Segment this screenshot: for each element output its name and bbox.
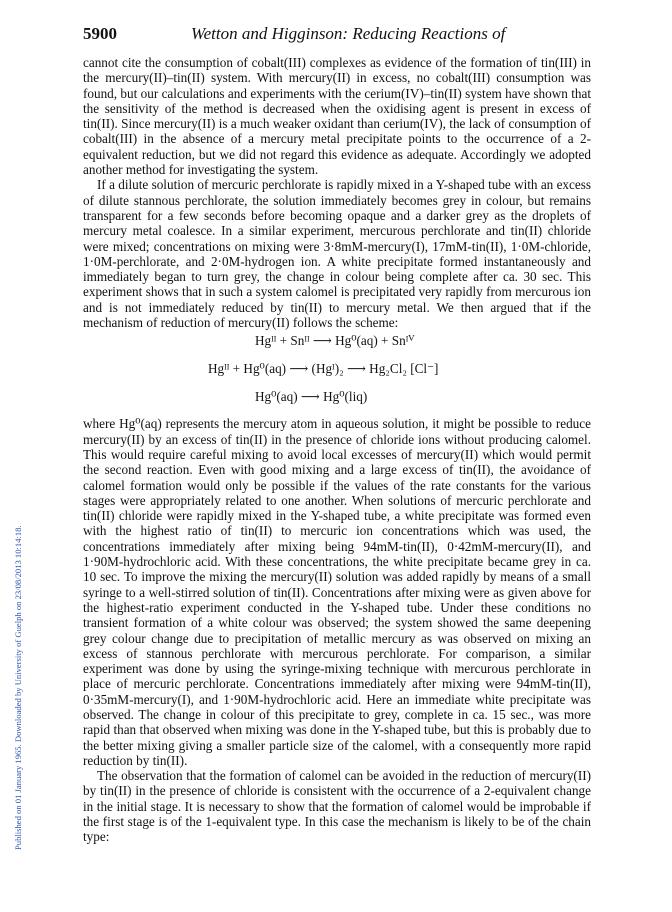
scheme-equation-1: Hgᴵᴵ + Snᴵᴵ ⟶ Hg⁰(aq) + Snᴵⱽ — [255, 333, 415, 349]
download-watermark — [4, 170, 22, 850]
scheme-equation-3: Hg⁰(aq) ⟶ Hg⁰(liq) — [255, 389, 368, 405]
paragraph: where Hg⁰(aq) represents the mercury atom in aqueous solution, it might be possible to reduce mercury(II) by an excess of tin(II) in the presence of chloride ions without producing calomel. This would require careful mixing to avoid local excesses of mercury(II) which would permit the second reaction. Even with good mixing and a large excess of tin(II), the avoidance of calomel formation would only be possible if the values of the rate constants for the various stages were appropriately related to one another. When solutions of mercuric perchlorate and tin(II) chloride were rapidly mixed in the Y-shaped tube, a white precipitate was formed even with the highest ratio of tin(II) to mercuric ion concentrations which was used, the concentrations immediately after mixing being 94mM-tin(II), 0·42mM-mercury(II), and 1·90M-hydrochloric acid. With these concentrations, the white precipitate became grey in ca. 10 sec. To improve the mixing the mercury(II) solution was added rapidly by means of a small syringe to a well-stirred solution of tin(II). Concentrations after mixing were as given above for the highest-ratio experiment conducted in the Y-shaped tube. Under these conditions no transient formation of a white colour was observed; the system showed the same deepening grey colour change due to precipitation of metallic mercury as was observed on mixing an excess of stannous perchlorate with mercurous perchlorate. For comparison, a similar experiment was done by using the syringe-mixing technique with mercurous perchlorate in place of mercuric perchlorate. Concentrations immediately after mixing were 94mM-tin(II), 0·35mM-mercury(I), and 1·90M-hydrochloric acid. Here an immediate white precipitate was observed. The change in colour of this precipitate to grey, complete in ca. 15 sec., was more rapid than that observed when mixing was done in the Y-shaped tube, but this is probably due to the better mixing giving a smaller particle size of the calomel, with a consequently more rapid reduction by tin(II). — [83, 416, 591, 768]
reaction-scheme — [83, 330, 591, 416]
page-number: 5900 — [83, 24, 117, 43]
article-body — [83, 55, 591, 845]
paragraph: The observation that the formation of calomel can be avoided in the reduction of mercury(II) by tin(II) in the presence of chloride is consistent with the occurrence of a 2-equivalent change in the initial stage. It is necessary to show that the formation of calomel would be improbable if the first stage is of the 1-equivalent type. In this case the mechanism is likely to be of the chain type: — [83, 768, 591, 845]
paragraph: cannot cite the consumption of cobalt(III) complexes as evidence of the formation of tin(III) in the mercury(II)–tin(II) system. With mercury(II) in excess, no cobalt(III) consumption was found, but our calculations and experiments with the cerium(IV)–tin(II) system have shown that the sensitivity of the method is decreased when the oxidising agent is present in excess of tin(II). Since mercury(II) is a much weaker oxidant than cerium(IV), the lack of consumption of cobalt(III) in the absence of a mercury metal precipitate points to the occurrence of a 2-equivalent reduction, but we did not regard this evidence as adequate. Accordingly we adopted another method for investigating the system. — [83, 55, 591, 178]
page-header — [83, 24, 591, 46]
running-title: Wetton and Higginson: Reducing Reactions of — [191, 24, 506, 43]
paragraph: If a dilute solution of mercuric perchlorate is rapidly mixed in a Y-shaped tube with an excess of dilute stannous perchlorate, the solution immediately becomes grey in colour, but remains transparent for a few seconds before becoming opaque and a darker grey as the droplets of mercury metal coalesce. In a similar experiment, mercurous perchlorate and tin(II) chloride were mixed; concentrations on mixing were 3·8mM-mercury(I), 17mM-tin(II), 1·0M-chloride, 1·0M-perchlorate, and 2·0M-hydrogen ion. A white precipitate formed instantaneously and immediately began to turn grey, the change in colour being complete after ca. 30 sec. This experiment shows that in such a system calomel is precipitated very rapidly from mercurous ion and is not immediately reduced by tin(II) to mercury metal. We then argued that if the mechanism of reduction of mercury(II) follows the scheme: — [83, 177, 591, 331]
scheme-equation-2: Hgᴵᴵ + Hg⁰(aq) ⟶ (Hgᴵ)₂ ⟶ Hg₂Cl₂ [Cl⁻] — [208, 361, 439, 377]
download-watermark-text: Published on 01 January 1965. Downloaded by University of Guelph on 23/08/2013 10:14:18. — [13, 525, 23, 850]
